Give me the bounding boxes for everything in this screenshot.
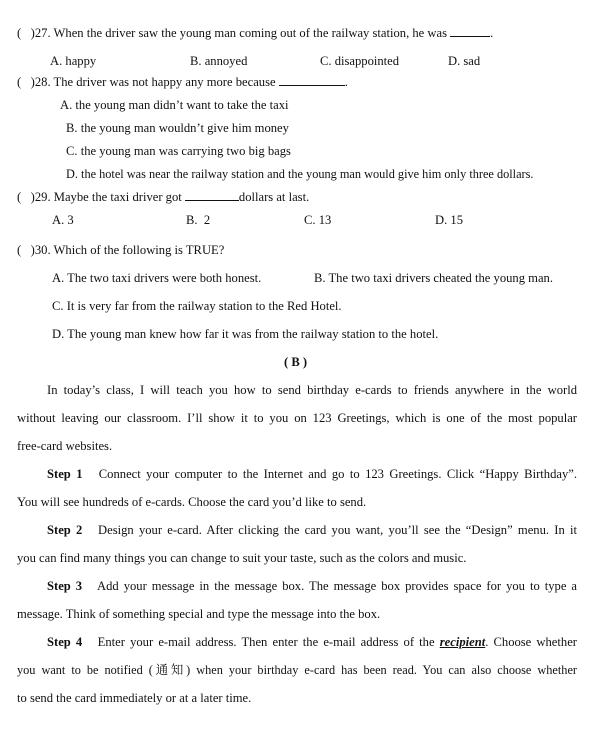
step-1: Step 1 Connect your computer to the Internet and go to 123 Greetings. Click “Happy Birthday”. xyxy=(47,467,577,481)
section-heading: ( B ) xyxy=(284,355,308,369)
q27-option-b: B. annoyed xyxy=(190,54,248,68)
answer-blank[interactable] xyxy=(185,189,239,201)
q27-option-a: A. happy xyxy=(50,54,97,68)
step-label: Step 4 xyxy=(47,635,83,649)
question-28-stem: ( )28. The driver was not happy any more because . xyxy=(17,75,348,89)
step-label: Step 2 xyxy=(47,523,83,537)
q28-option-d: D. the hotel was near the railway station and the young man would give him only three dollars. xyxy=(66,167,534,181)
q30-option-c: C. It is very far from the railway station to the Red Hotel. xyxy=(52,299,342,313)
q28-option-c: C. the young man was carrying two big bags xyxy=(66,144,291,158)
question-29-stem: ( )29. Maybe the taxi driver got dollars at last. xyxy=(17,190,310,204)
q30-option-a: A. The two taxi drivers were both honest. xyxy=(52,271,262,285)
step-label: Step 1 xyxy=(47,467,83,481)
intro-line-1: In today’s class, I will teach you how to send birthday e-cards to friends anywhere in the world xyxy=(47,383,577,397)
q29-option-d: D. 15 xyxy=(435,213,463,227)
step-4-line-3: to send the card immediately or at a later time. xyxy=(17,691,252,705)
step-4: Step 4 Enter your e-mail address. Then enter the e-mail address of the recipient. Choose whether xyxy=(47,635,577,649)
step-3: Step 3 Add your message in the message box. The message box provides space for you to type a xyxy=(47,579,577,593)
answer-blank[interactable] xyxy=(279,74,345,86)
q29-option-a: A. 3 xyxy=(52,213,74,227)
question-27-stem: ( )27. When the driver saw the young man coming out of the railway station, he was . xyxy=(17,26,494,40)
step-label: Step 3 xyxy=(47,579,83,593)
intro-line-3: free-card websites. xyxy=(17,439,113,453)
q30-option-d: D. The young man knew how far it was from the railway station to the hotel. xyxy=(52,327,439,341)
step-2-line-2: you can find many things you can change to suit your taste, such as the colors and music. xyxy=(17,551,467,565)
answer-blank[interactable] xyxy=(450,25,490,37)
question-30-stem: ( )30. Which of the following is TRUE? xyxy=(17,243,225,257)
q27-option-c: C. disappointed xyxy=(320,54,400,68)
intro-line-2: without leaving our classroom. I’ll show it to you on 123 Greetings, which is one of the most popular xyxy=(17,411,577,425)
step-4-line-2: you want to be notified (通知) when your birthday e-card has been read. You can also choose whether xyxy=(17,663,577,677)
step-2: Step 2 Design your e-card. After clicking the card you want, you’ll see the “Design” menu. In it xyxy=(47,523,577,537)
q27-option-d: D. sad xyxy=(448,54,481,68)
q28-option-b: B. the young man wouldn’t give him money xyxy=(66,121,289,135)
step-3-line-2: message. Think of something special and type the message into the box. xyxy=(17,607,381,621)
q30-option-b: B. The two taxi drivers cheated the young man. xyxy=(314,271,553,285)
q29-option-c: C. 13 xyxy=(304,213,332,227)
q28-option-a: A. the young man didn’t want to take the taxi xyxy=(60,98,289,112)
keyword-recipient: recipient xyxy=(439,635,486,649)
step-1-line-2: You will see hundreds of e-cards. Choose the card you’d like to send. xyxy=(17,495,367,509)
q29-option-b: B. 2 xyxy=(186,213,211,227)
